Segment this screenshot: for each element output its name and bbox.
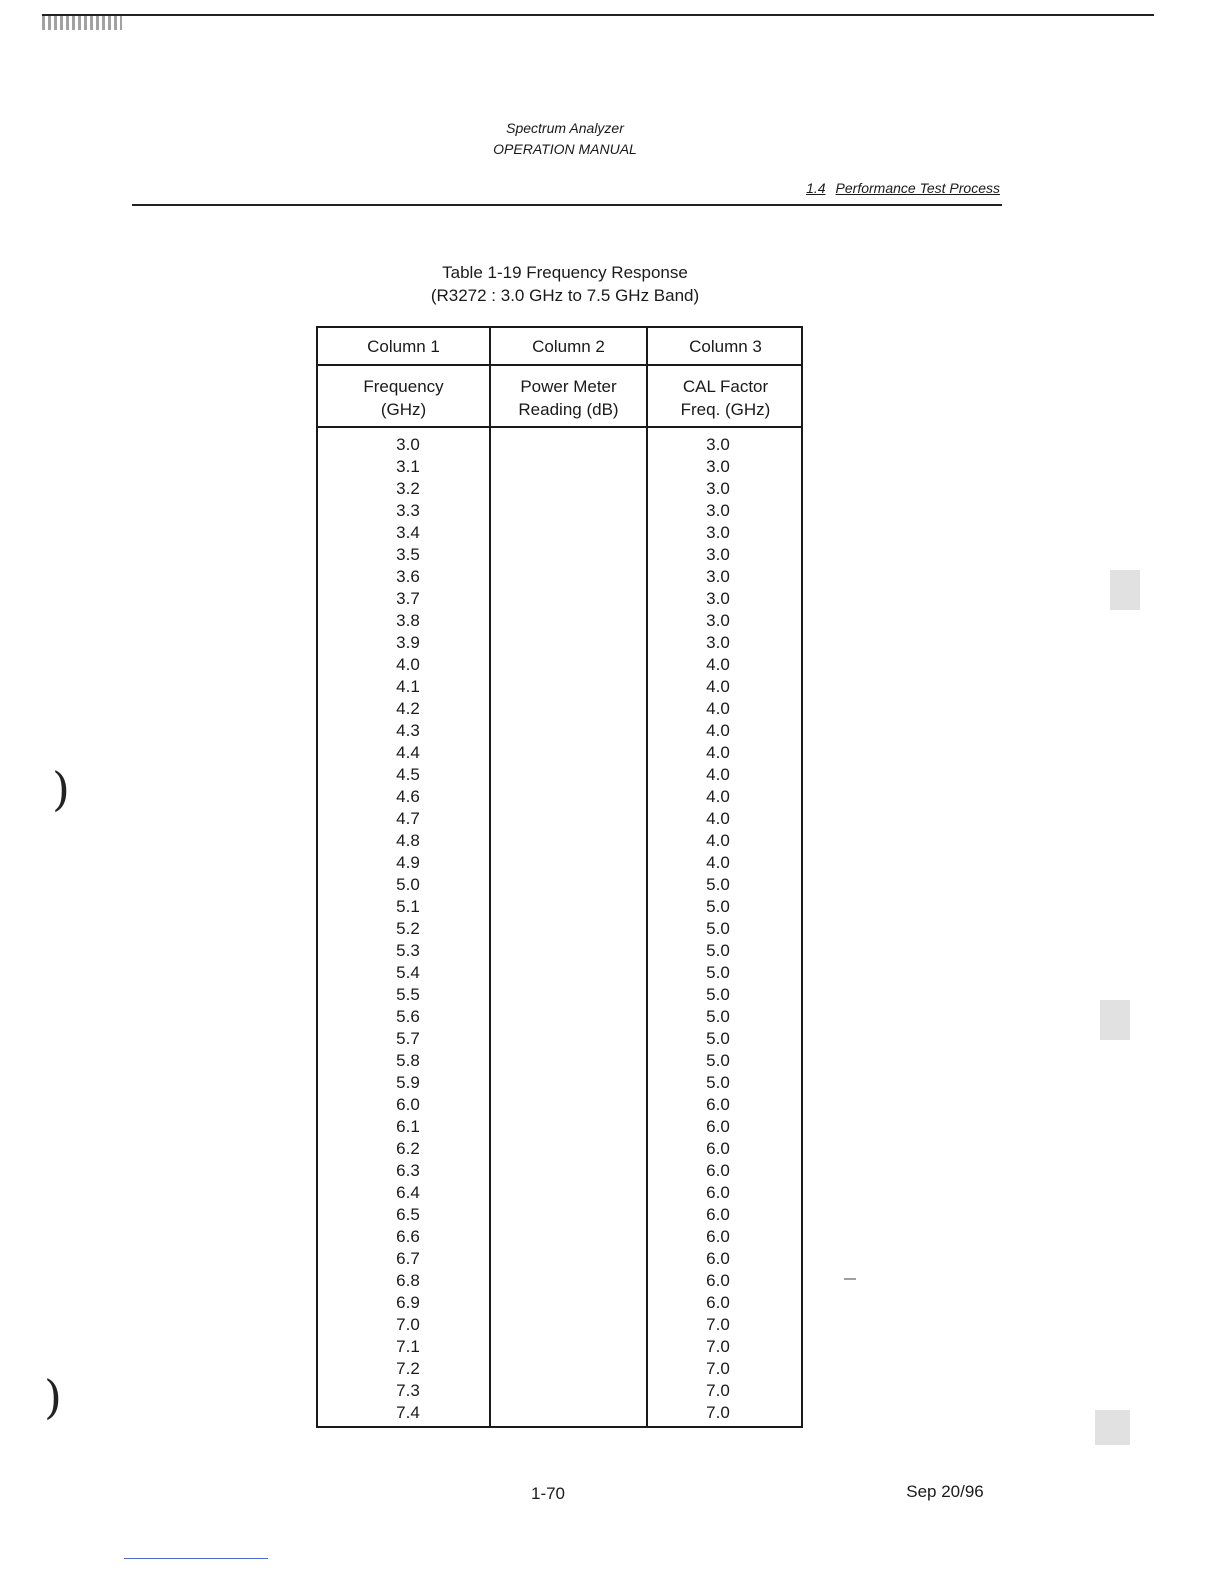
cal-factor-value: 4.0: [706, 831, 730, 850]
frequency-value: 5.8: [396, 1051, 420, 1070]
power-meter-value: [491, 1116, 646, 1138]
binder-hole-mark: ): [44, 1370, 62, 1424]
power-meter-value: [491, 852, 646, 874]
frequency-value: 3.0: [396, 435, 420, 454]
frequency-value: 3.1: [396, 457, 420, 476]
frequency-value: 3.8: [396, 611, 420, 630]
scan-speck: [1100, 1000, 1130, 1040]
power-meter-value: [491, 1182, 646, 1204]
cal-factor-value: 6.0: [706, 1271, 730, 1290]
header-rule: [132, 204, 1002, 206]
frequency-response-table: [316, 326, 803, 1428]
frequency-value: 6.7: [396, 1249, 420, 1268]
column-2-label-line-2: Reading (dB): [518, 400, 619, 419]
cal-factor-value: 3.0: [706, 545, 730, 564]
column-3-label: [648, 375, 803, 421]
frequency-value: 6.0: [396, 1095, 420, 1114]
cal-factor-value: 7.0: [706, 1315, 730, 1334]
frequency-value: 4.0: [396, 655, 420, 674]
cal-factor-value: 3.0: [706, 567, 730, 586]
power-meter-value: [491, 1006, 646, 1028]
power-meter-value: [491, 632, 646, 654]
cal-factor-value: 7.0: [706, 1359, 730, 1378]
cal-factor-value: 4.0: [706, 787, 730, 806]
cal-factor-value: 3.0: [706, 523, 730, 542]
frequency-value: 3.4: [396, 523, 420, 542]
header-divider: [318, 364, 801, 366]
power-meter-value: [491, 918, 646, 940]
cal-factor-value: 4.0: [706, 699, 730, 718]
scan-noise: [42, 16, 122, 30]
cal-factor-column: [668, 434, 768, 1424]
frequency-value: 7.0: [396, 1315, 420, 1334]
power-meter-value: [491, 500, 646, 522]
power-meter-value: [491, 654, 646, 676]
power-meter-value: [491, 698, 646, 720]
frequency-value: 5.0: [396, 875, 420, 894]
manual-name: OPERATION MANUAL: [493, 141, 637, 157]
power-meter-value: [491, 1358, 646, 1380]
cal-factor-value: 6.0: [706, 1205, 730, 1224]
cal-factor-value: 3.0: [706, 435, 730, 454]
scan-speck: [1095, 1410, 1130, 1445]
cal-factor-value: 5.0: [706, 1051, 730, 1070]
cal-factor-value: 6.0: [706, 1293, 730, 1312]
power-meter-value: [491, 1160, 646, 1182]
power-meter-value: [491, 940, 646, 962]
frequency-value: 4.4: [396, 743, 420, 762]
power-meter-value: [491, 1094, 646, 1116]
frequency-value: 6.1: [396, 1117, 420, 1136]
frequency-value: 6.6: [396, 1227, 420, 1246]
frequency-value: 3.3: [396, 501, 420, 520]
frequency-value: 7.4: [396, 1403, 420, 1422]
frequency-value: 7.3: [396, 1381, 420, 1400]
power-meter-value: [491, 676, 646, 698]
power-meter-column: [491, 434, 646, 1424]
frequency-value: 5.9: [396, 1073, 420, 1092]
revision-date: Sep 20/96: [906, 1482, 984, 1501]
frequency-value: 4.9: [396, 853, 420, 872]
frequency-value: 3.5: [396, 545, 420, 564]
power-meter-value: [491, 1380, 646, 1402]
cal-factor-value: 4.0: [706, 655, 730, 674]
cal-factor-value: 7.0: [706, 1337, 730, 1356]
power-meter-value: [491, 1138, 646, 1160]
cal-factor-value: 5.0: [706, 963, 730, 982]
header-divider: [318, 426, 801, 428]
frequency-value: 4.5: [396, 765, 420, 784]
frequency-value: 5.7: [396, 1029, 420, 1048]
power-meter-value: [491, 434, 646, 456]
frequency-value: 5.1: [396, 897, 420, 916]
power-meter-value: [491, 830, 646, 852]
frequency-value: 3.9: [396, 633, 420, 652]
cal-factor-value: 5.0: [706, 941, 730, 960]
frequency-value: 5.5: [396, 985, 420, 1004]
cal-factor-value: 5.0: [706, 1029, 730, 1048]
scan-speck: [1110, 570, 1140, 610]
power-meter-value: [491, 478, 646, 500]
scan-speck: [844, 1278, 856, 1280]
power-meter-value: [491, 1336, 646, 1358]
cal-factor-value: 7.0: [706, 1381, 730, 1400]
table-caption: [390, 261, 740, 307]
cal-factor-value: 4.0: [706, 743, 730, 762]
cal-factor-value: 4.0: [706, 809, 730, 828]
cal-factor-value: 4.0: [706, 765, 730, 784]
frequency-column: [358, 434, 458, 1424]
power-meter-value: [491, 456, 646, 478]
column-3-name: Column 3: [689, 337, 762, 356]
cal-factor-value: 3.0: [706, 633, 730, 652]
frequency-value: 5.4: [396, 963, 420, 982]
column-1-label: [318, 375, 489, 421]
column-1-label-line-1: Frequency: [363, 377, 444, 396]
cal-factor-value: 5.0: [706, 897, 730, 916]
cal-factor-value: 4.0: [706, 721, 730, 740]
frequency-value: 4.2: [396, 699, 420, 718]
cal-factor-value: 5.0: [706, 875, 730, 894]
caption-line-2: (R3272 : 3.0 GHz to 7.5 GHz Band): [430, 286, 700, 305]
column-1-label-line-2: (GHz): [380, 400, 427, 419]
scan-top-border: [42, 14, 1154, 16]
cal-factor-value: 6.0: [706, 1117, 730, 1136]
column-2-label-line-1: Power Meter: [520, 377, 617, 396]
frequency-value: 6.9: [396, 1293, 420, 1312]
cal-factor-value: 4.0: [706, 853, 730, 872]
page-number: 1-70: [530, 1484, 566, 1503]
frequency-value: 6.8: [396, 1271, 420, 1290]
cal-factor-value: 4.0: [706, 677, 730, 696]
running-header: [420, 118, 710, 160]
power-meter-value: [491, 1314, 646, 1336]
column-3-label-line-2: Freq. (GHz): [680, 400, 771, 419]
cal-factor-value: 3.0: [706, 589, 730, 608]
frequency-value: 7.2: [396, 1359, 420, 1378]
frequency-value: 7.1: [396, 1337, 420, 1356]
power-meter-value: [491, 610, 646, 632]
frequency-value: 5.3: [396, 941, 420, 960]
section-number: 1.4: [806, 180, 826, 196]
power-meter-value: [491, 720, 646, 742]
cal-factor-value: 6.0: [706, 1249, 730, 1268]
frequency-value: 3.6: [396, 567, 420, 586]
power-meter-value: [491, 808, 646, 830]
section-reference: [620, 180, 1000, 196]
caption-line-1: Table 1-19 Frequency Response: [442, 263, 688, 282]
power-meter-value: [491, 1270, 646, 1292]
product-name: Spectrum Analyzer: [506, 120, 624, 136]
power-meter-value: [491, 1402, 646, 1424]
power-meter-value: [491, 1204, 646, 1226]
frequency-value: 4.7: [396, 809, 420, 828]
frequency-value: 6.5: [396, 1205, 420, 1224]
power-meter-value: [491, 786, 646, 808]
frequency-value: 3.7: [396, 589, 420, 608]
frequency-value: 5.6: [396, 1007, 420, 1026]
column-1-name: Column 1: [367, 337, 440, 356]
frequency-value: 6.3: [396, 1161, 420, 1180]
frequency-value: 4.1: [396, 677, 420, 696]
column-2-label: [491, 375, 646, 421]
cal-factor-value: 7.0: [706, 1403, 730, 1422]
power-meter-value: [491, 566, 646, 588]
power-meter-value: [491, 544, 646, 566]
column-3-label-line-1: CAL Factor: [682, 377, 769, 396]
frequency-value: 4.3: [396, 721, 420, 740]
binder-hole-mark: ): [52, 762, 70, 816]
power-meter-value: [491, 1050, 646, 1072]
cal-factor-value: 5.0: [706, 1073, 730, 1092]
power-meter-value: [491, 1072, 646, 1094]
column-divider: [646, 328, 648, 1426]
frequency-value: 4.6: [396, 787, 420, 806]
cal-factor-value: 6.0: [706, 1161, 730, 1180]
power-meter-value: [491, 1226, 646, 1248]
power-meter-value: [491, 764, 646, 786]
cal-factor-value: 5.0: [706, 1007, 730, 1026]
frequency-value: 3.2: [396, 479, 420, 498]
power-meter-value: [491, 1248, 646, 1270]
cal-factor-value: 6.0: [706, 1183, 730, 1202]
power-meter-value: [491, 1028, 646, 1050]
cal-factor-value: 6.0: [706, 1095, 730, 1114]
power-meter-value: [491, 874, 646, 896]
power-meter-value: [491, 588, 646, 610]
cal-factor-value: 6.0: [706, 1227, 730, 1246]
frequency-value: 5.2: [396, 919, 420, 938]
frequency-value: 6.2: [396, 1139, 420, 1158]
column-2-name: Column 2: [532, 337, 605, 356]
cal-factor-value: 3.0: [706, 611, 730, 630]
frequency-value: 6.4: [396, 1183, 420, 1202]
power-meter-value: [491, 522, 646, 544]
cal-factor-value: 3.0: [706, 501, 730, 520]
power-meter-value: [491, 896, 646, 918]
frequency-value: 4.8: [396, 831, 420, 850]
power-meter-value: [491, 742, 646, 764]
power-meter-value: [491, 962, 646, 984]
power-meter-value: [491, 1292, 646, 1314]
power-meter-value: [491, 984, 646, 1006]
cal-factor-value: 3.0: [706, 479, 730, 498]
section-title: Performance Test Process: [835, 180, 1000, 196]
cal-factor-value: 6.0: [706, 1139, 730, 1158]
cal-factor-value: 5.0: [706, 919, 730, 938]
cal-factor-value: 3.0: [706, 457, 730, 476]
scan-bottom-line: [124, 1558, 268, 1559]
cal-factor-value: 5.0: [706, 985, 730, 1004]
